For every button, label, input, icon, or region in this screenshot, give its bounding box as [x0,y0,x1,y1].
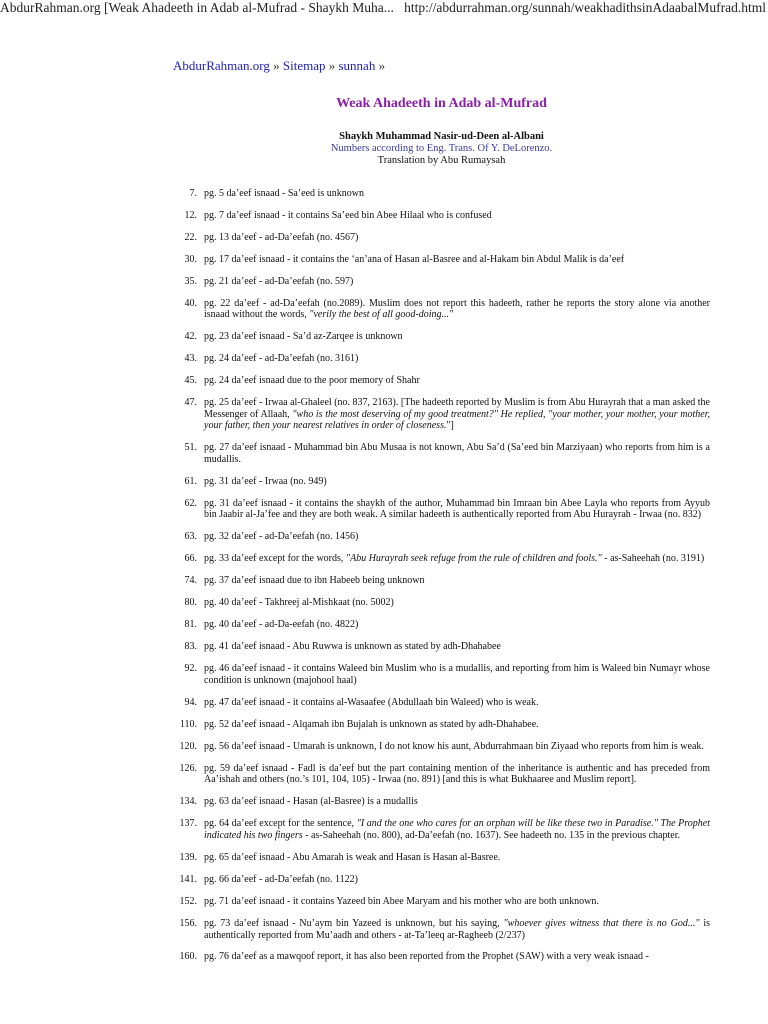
list-item-number: 74. [184,575,197,587]
list-item-text: pg. 59 da’eef isnaad - Fadl is da’eef but the part containing mention of the inheritance is authentic and has preceded from Aa’ishah and others (no.’s 101, 104, 105) - Irwaa (no. 891) [and this is what Bukhaaree and Muslim report]. [204,762,710,786]
list-item-text: pg. 56 da’eef isnaad - Umarah is unknown, I do not know his aunt, Abdurrahmaan bin Ziyaad who reports from him is weak. [204,740,704,752]
list-item-text: pg. 25 da’eef - Irwaa al-Ghaleel (no. 837, 2163). [The hadeeth reported by Muslim is from Abu Hurayrah that a man asked the Messenger of Allaah, [204,397,710,420]
list-item [173,298,710,321]
list-item-text: pg. 33 da’eef except for the words, [204,553,346,565]
list-item-text: pg. 27 da’eef isnaad - Muhammad bin Abu Musaa is not known, Abu Sa’d (Sa’eed bin Marziyaan) who reports from him is a mudallis. [204,442,710,465]
list-item [173,619,710,631]
list-item [173,575,710,587]
list-item-number: 7. [189,187,197,199]
list-item [173,641,710,653]
list-item-number: 43. [184,353,197,365]
list-item-text: "] [446,420,454,432]
list-item-quote: "Abu Hurayrah seek refuge from the rule of children and fools." [345,553,602,565]
list-item-text: pg. 71 da’eef isnaad - it contains Yazeed bin Abee Maryam and his mother who are both unknown. [204,895,599,907]
weak-hadith-list [173,188,710,963]
list-item-number: 62. [184,497,197,509]
list-item-number: 139. [179,851,197,863]
list-item-number: 47. [184,397,197,409]
list-item-quote: "verily the best of all good-doing..." [309,309,454,321]
list-item-text: pg. 46 da’eef isnaad - it contains Waleed bin Muslim who is a mudallis, and reporting from him is Waleed bin Numayr whose condition is unknown (majohool haal) [204,663,710,686]
list-item [173,531,710,543]
list-item-text: pg. 47 da’eef isnaad - it contains al-Wasaafee (Abdullaah bin Waleed) who is weak. [204,696,539,708]
page-content [173,58,710,973]
list-item-text: pg. 17 da’eef isnaad - it contains the ‘an’ana of Hasan al-Basree and al-Hakam bin Abdul Malik is da’eef [204,253,625,265]
list-item-number: 80. [184,597,197,609]
list-item-text: pg. 31 da’eef isnaad - it contains the shaykh of the author, Muhammad bin Imraan bin Abee Layla who reports from Ayyub bin Jaabir al-Ja’fee and they are both weak. A similar hadeeth is authentically reported from Abu Hurayrah - Irwaa (no. 832) [204,497,710,521]
list-item [173,331,710,343]
list-item-number: 137. [179,818,197,830]
list-item [173,232,710,244]
breadcrumb-link-home[interactable]: AbdurRahman.org [173,58,270,73]
list-item-text: pg. 76 da’eef as a mawqoof report, it has also been reported from the Prophet (SAW) with a very weak isnaad - [204,951,649,963]
list-item-quote: "whoever gives witness that there is no God..." [503,917,700,929]
list-item [173,719,710,731]
list-item-text: pg. 40 da’eef - Takhreej al-Mishkaat (no. 5002) [204,597,394,609]
list-item-text: pg. 63 da’eef isnaad - Hasan (al-Basree) is a mudallis [204,796,418,808]
list-item [173,553,710,565]
list-item-number: 66. [184,553,197,565]
list-item-number: 110. [179,718,197,730]
byline [173,131,710,168]
list-item-number: 92. [184,663,197,675]
list-item-number: 83. [184,641,197,653]
list-item-number: 94. [184,696,197,708]
list-item [173,442,710,465]
list-item-text: pg. 66 da’eef - ad-Da’eefah (no. 1122) [204,873,358,885]
list-item [173,353,710,365]
list-item [173,397,710,432]
list-item-text: pg. 22 da’eef - ad-Da’eefah (no.2089). Muslim does not report this hadeeth, rather he reports the story alone via another isnaad without the words, [204,297,710,321]
list-item-text: pg. 52 da’eef isnaad - Alqamah ibn Bujalah is unknown as stated by adh-Dhahabee. [204,718,539,730]
list-item-text: pg. 23 da’eef isnaad - Sa’d az-Zarqee is unknown [204,331,403,343]
list-item-text: pg. 7 da’eef isnaad - it contains Sa’eed bin Abee Hilaal who is confused [204,209,492,221]
list-item-text: pg. 64 da’eef except for the sentence, [204,818,357,830]
list-item [173,254,710,266]
list-item [173,597,710,609]
list-item [173,818,710,841]
list-item [173,663,710,686]
breadcrumb [173,58,710,74]
list-item-text: pg. 37 da’eef isnaad due to ibn Habeeb being unknown [204,575,425,587]
breadcrumb-separator: » [325,58,339,73]
list-item-text: pg. 65 da’eef isnaad - Abu Amarah is weak and Hasan is Hasan al-Basree. [204,851,501,863]
print-header [0,0,768,20]
list-item-number: 63. [184,531,197,543]
list-item-quote: "who is the most deserving of my good treatment?" He replied, "your mother, your mother, your mother, your father, then your nearest relatives in order of closeness. [204,408,710,432]
list-item-number: 126. [179,762,197,774]
list-item [173,375,710,387]
list-item-text: pg. 13 da’eef - ad-Da’eefah (no. 4567) [204,231,359,243]
list-item-number: 45. [184,375,197,387]
list-item-text: - as-Saheehah (no. 3191) [601,553,705,565]
list-item-number: 12. [184,209,197,221]
list-item [173,763,710,786]
list-item-number: 156. [179,917,197,929]
list-item [173,276,710,288]
list-item [173,918,710,941]
numbering-note: Numbers according to Eng. Trans. Of Y. DeLorenzo. [330,143,553,155]
print-header-title: AbdurRahman.org [Weak Ahadeeth in Adab al-Mufrad - Shaykh Muha... [0,0,394,15]
list-item [173,951,710,963]
breadcrumb-separator: » [375,58,386,73]
list-item-text: pg. 40 da’eef - ad-Da-eefah (no. 4822) [204,619,359,631]
list-item-number: 40. [184,297,197,309]
page-title: Weak Ahadeeth in Adab al-Mufrad [336,96,547,111]
list-item-text: pg. 24 da’eef isnaad due to the poor memory of Shahr [204,375,420,387]
list-item [173,188,710,200]
list-item-text: pg. 31 da’eef - Irwaa (no. 949) [204,475,327,487]
list-item [173,210,710,222]
list-item-text: pg. 21 da’eef - ad-Da’eefah (no. 597) [204,275,354,287]
breadcrumb-separator: » [269,58,283,73]
list-item-text: pg. 5 da’eef isnaad - Sa’eed is unknown [204,187,364,199]
list-item [173,476,710,488]
author-name: Shaykh Muhammad Nasir-ud-Deen al-Albani [339,131,544,142]
breadcrumb-link-sunnah[interactable]: sunnah [338,58,376,73]
list-item-number: 81. [184,619,197,631]
list-item-text: pg. 73 da’eef isnaad - Nu’aym bin Yazeed is unknown, but his saying, [204,917,504,929]
list-item-text: pg. 41 da’eef isnaad - Abu Ruwwa is unknown as stated by adh-Dhahabee [204,641,501,653]
list-item [173,796,710,808]
list-item-text: is authentically reported from Mu’aadh and others - at-Ta’leeq ar-Ragheeb (2/237) [204,917,711,941]
list-item-text: - as-Saheehah (no. 800), ad-Da’eefah (no. 1637). See hadeeth no. 135 in the previous chapter. [302,829,680,841]
list-item-number: 120. [179,740,197,752]
list-item-number: 22. [184,231,197,243]
list-item [173,741,710,753]
list-item-text: pg. 24 da’eef - ad-Da’eefah (no. 3161) [204,353,359,365]
breadcrumb-link-sitemap[interactable]: Sitemap [282,58,326,73]
list-item [173,852,710,864]
list-item-number: 35. [184,275,197,287]
list-item [173,874,710,886]
list-item-number: 51. [184,442,197,454]
list-item-number: 42. [184,331,197,343]
list-item-number: 134. [179,796,197,808]
list-item-number: 141. [179,873,197,885]
list-item-number: 30. [184,253,197,265]
list-item [173,498,710,521]
list-item-number: 61. [184,475,197,487]
translator-credit: Translation by Abu Rumaysah [377,155,506,167]
list-item-number: 152. [179,895,197,907]
print-header-url: http://abdurrahman.org/sunnah/weakhadithsinAdaabalMufrad.html [404,0,766,15]
list-item-quote: "I and the one who cares for an orphan will be like these two in Paradise." The Prophet indicated his two fingers [204,818,710,841]
list-item [173,896,710,908]
list-item [173,697,710,709]
list-item-number: 160. [179,951,197,963]
list-item-text: pg. 32 da’eef - ad-Da’eefah (no. 1456) [204,531,359,543]
